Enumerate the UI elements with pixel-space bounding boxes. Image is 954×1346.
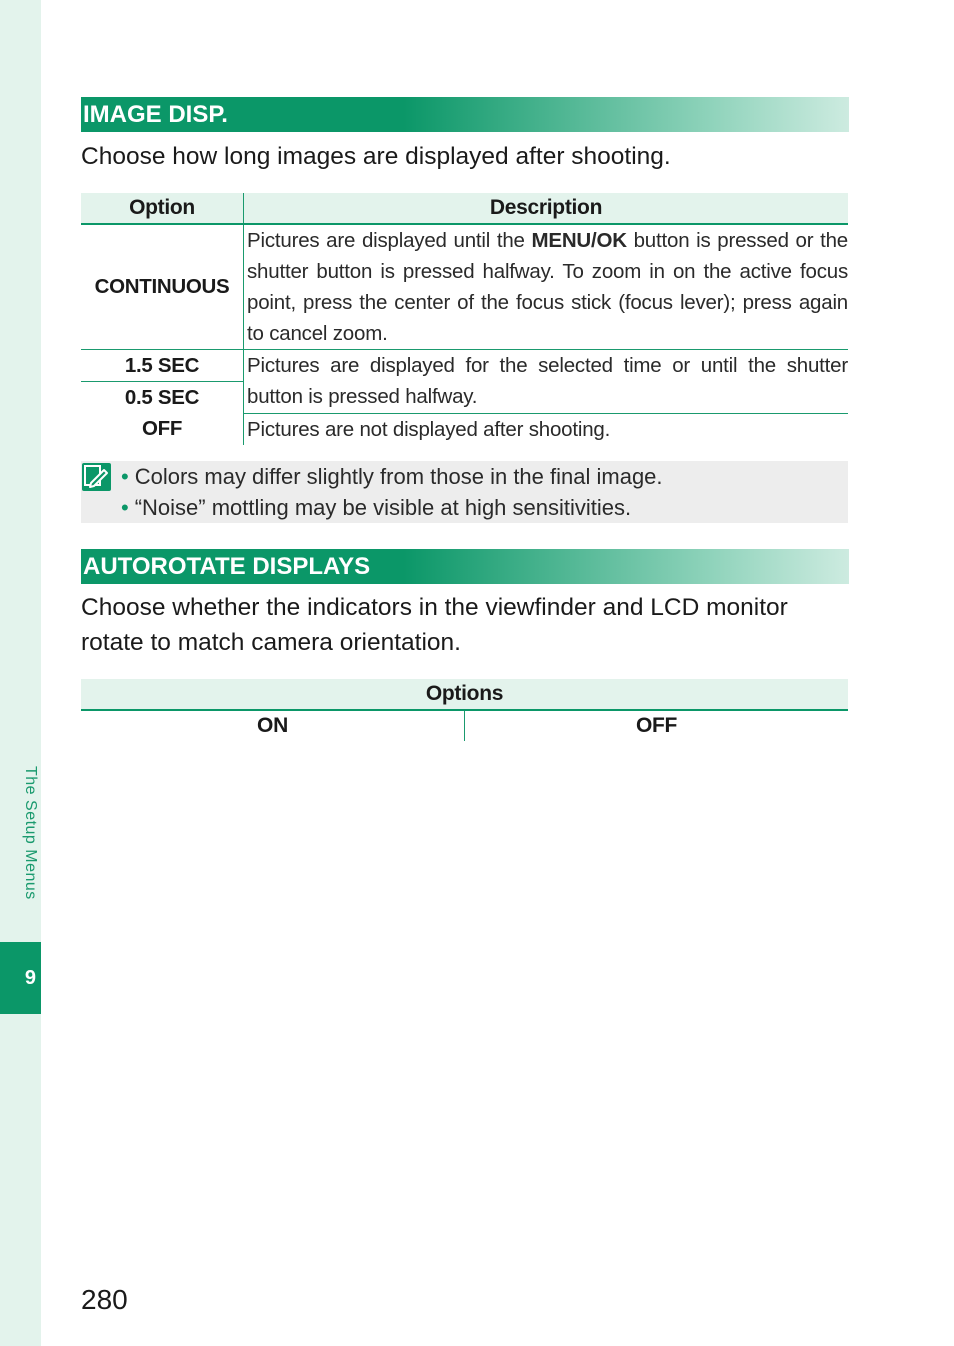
note-item: • Colors may differ slightly from those in the final image. — [121, 464, 663, 489]
chapter-tab[interactable] — [0, 942, 41, 1014]
side-strip — [0, 0, 41, 1346]
option-off: OFF — [635, 714, 678, 737]
option-name-continuous: CONTINUOUS — [81, 224, 244, 350]
option-desc-off: Pictures are not displayed after shooting. — [247, 417, 611, 441]
options-table-autorotate — [81, 679, 848, 741]
section-heading-image-disp: IMAGE DISP. — [81, 97, 849, 132]
note-item: • “Noise” mottling may be visible at high sensitivities. — [121, 495, 632, 520]
option-name-0-5-sec: 0.5 SEC — [81, 382, 244, 414]
column-header-options: Options — [81, 679, 848, 710]
table-row — [81, 413, 848, 445]
section-heading-autorotate: AUTOROTATE DISPLAYS — [81, 549, 849, 584]
option-on: ON — [81, 710, 465, 741]
options-table-image-disp — [81, 193, 848, 445]
note-box — [81, 461, 848, 523]
menu-ok-key: MENU/OK — [531, 229, 627, 252]
note-pencil-icon — [82, 463, 111, 491]
option-desc-continuous: Pictures are displayed until the MENU/OK button is pressed or the shutter button is pressed halfway. To zoom in on the active focus point, press the center of the focus stick (focus lever); press again to cancel zoom. — [244, 224, 849, 350]
option-desc-timed: Pictures are displayed for the selected time or until the shutter button is pressed halfway. — [244, 350, 849, 414]
chapter-title-vertical: The Setup Menus — [22, 766, 39, 900]
section-intro-image-disp: Choose how long images are displayed after shooting. — [81, 143, 671, 170]
chapter-number: 9 — [24, 966, 36, 989]
option-name-off: OFF — [81, 413, 244, 445]
table-row — [81, 710, 848, 741]
column-header-option: Option — [81, 193, 244, 224]
page-number: 280 — [81, 1284, 128, 1315]
section-intro-autorotate: Choose whether the indicators in the viewfinder and LCD monitor rotate to match camera orientation. — [81, 594, 788, 656]
table-row — [81, 350, 848, 382]
bullet-icon: • — [121, 464, 129, 489]
bullet-icon: • — [121, 495, 129, 520]
table-row — [81, 224, 848, 350]
column-header-description: Description — [244, 193, 849, 224]
option-name-1-5-sec: 1.5 SEC — [81, 350, 244, 382]
